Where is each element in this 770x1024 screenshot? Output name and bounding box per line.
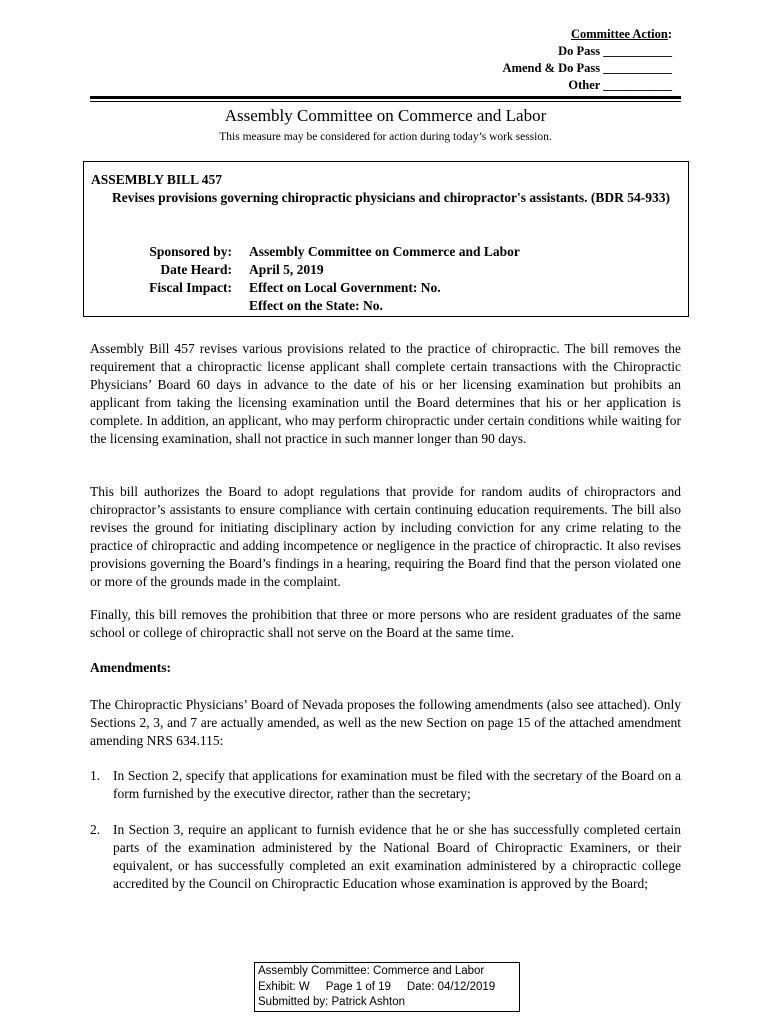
meta-label: Fiscal Impact:	[149, 280, 232, 295]
meta-value: Effect on the State: No.	[249, 298, 383, 313]
amendments-intro: The Chiropractic Physicians’ Board of Nevada proposes the following amendments (also see attached). Only Sections 2, 3, and 7 are actually amended, as well as the new Section on page 15 of the attached amendment amending NRS 634.115:	[90, 697, 681, 748]
exhibit-committee: Assembly Committee: Commerce and Labor	[258, 965, 485, 977]
meta-value: Assembly Committee on Commerce and Labor	[249, 244, 520, 259]
header-rule-thin	[90, 101, 681, 102]
meta-value: April 5, 2019	[249, 262, 324, 277]
paragraph-summary: Assembly Bill 457 revises various provisions related to the practice of chiropractic. The bill removes the requirement that a chiropractic license applicant shall complete certain transactions with the Chiropractic Physicians’ Board 60 days in advance to the date of his or her licensing examination but prohibits an applicant from taking the licensing examination until the Board determines that his or her application is complete. In addition, an applicant, who may perform chiropractic under certain conditions while waiting for the licensing examination, shall not practice in such manner longer than 90 days.	[90, 341, 681, 446]
bill-description: Revises provisions governing chiropractic physicians and chiropractor's assistants. (BDR 54-933)	[112, 190, 671, 205]
list-item-number: 2.	[90, 822, 101, 837]
amendments-heading: Amendments:	[90, 660, 171, 675]
exhibit-page-date: Exhibit: W Page 1 of 19 Date: 04/12/2019	[258, 980, 496, 993]
meta-label: Sponsored by:	[149, 244, 232, 259]
committee-action-block	[503, 26, 672, 94]
list-item-text: In Section 3, require an applicant to furnish evidence that he or she has successfully completed certain parts of the examination administered by the National Board of Chiropractic Examiners, or their equivalent, or has successfully completed an exit examination administered by a chiropractic college accredited by the Council on Chiropractic Education whose examination is approved by the Board;	[113, 822, 681, 891]
paragraph-board: Finally, this bill removes the prohibition that three or more persons who are resident graduates of the same school or college of chiropractic shall not serve on the Board at the same time.	[90, 607, 681, 640]
meta-label: Date Heard:	[160, 262, 232, 277]
list-item	[90, 767, 681, 803]
list-item	[90, 821, 681, 893]
exhibit-stamp	[254, 962, 520, 1012]
do-pass-line: Do Pass ___________	[558, 44, 672, 58]
committee-action-title: Committee Action:	[570, 27, 672, 41]
amend-do-pass-line: Amend & Do Pass ___________	[502, 61, 672, 75]
list-item-text: In Section 2, specify that applications for examination must be filed with the secretary of the Board on a form furnished by the executive director, rather than the secretary;	[113, 768, 681, 801]
exhibit-submitter: Submitted by: Patrick Ashton	[258, 996, 406, 1008]
page-title: Assembly Committee on Commerce and Labor	[224, 106, 547, 125]
meta-value: Effect on Local Government: No.	[249, 280, 441, 295]
bill-number: ASSEMBLY BILL 457	[91, 172, 223, 187]
page-subtitle: This measure may be considered for action during today’s work session.	[219, 131, 552, 143]
header-rule-thick	[90, 96, 681, 99]
list-item-number: 1.	[90, 768, 101, 783]
other-line: Other ___________	[568, 78, 672, 92]
bill-summary-box	[83, 161, 689, 317]
paragraph-regulations: This bill authorizes the Board to adopt regulations that provide for random audits of chiropractors and chiropractor’s assistants to ensure compliance with certain continuing education requirements. The bill also revises the ground for initiating disciplinary action by including conviction for any crime relating to the practice of chiropractic and adding incompetence or negligence in the practice of chiropractic. It also revises provisions governing the Board’s findings in a hearing, requiring the Board find that the person violated one or more of the grounds made in the complaint.	[90, 484, 681, 589]
